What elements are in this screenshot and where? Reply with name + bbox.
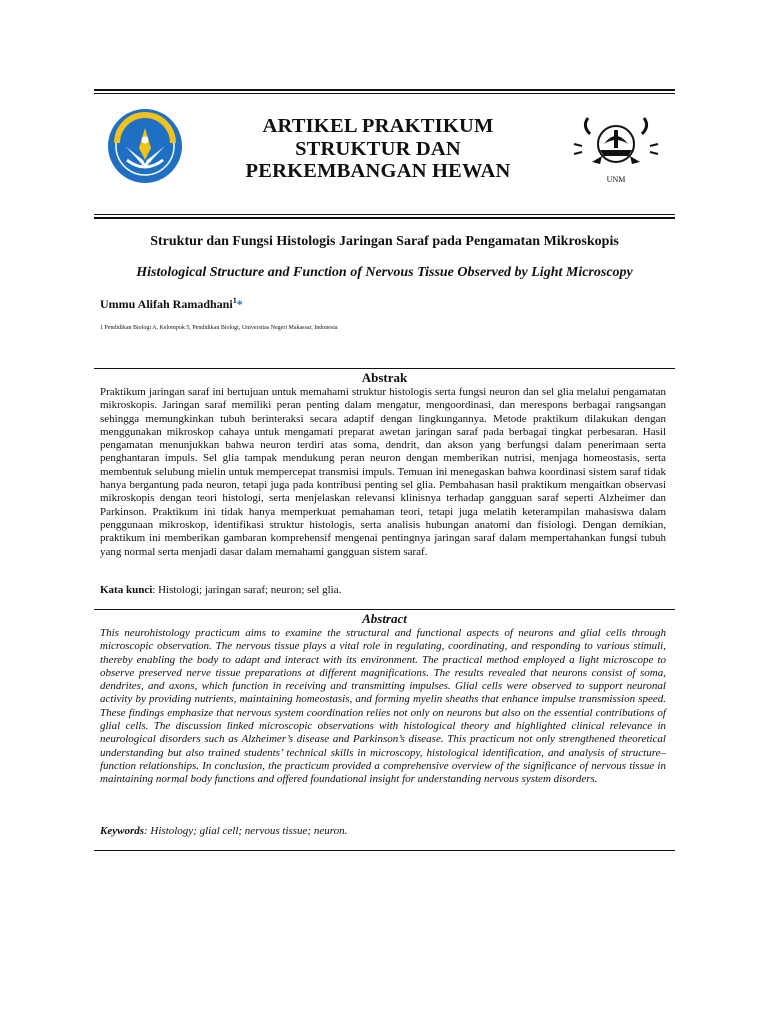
author-affiliation-number: 1 [232, 296, 237, 305]
unm-logo [570, 100, 662, 188]
keywords-label: Keywords [100, 825, 144, 837]
keywords-line [100, 825, 347, 837]
paper-title-english: Histological Structure and Function of Nervous Tissue Observed by Light Microscopy [136, 265, 633, 280]
kata-kunci-label: Kata kunci [100, 584, 153, 596]
abstrak-heading: Abstrak [361, 370, 408, 385]
keywords-value: : Histology; glial cell; nervous tissue; neuron. [144, 825, 348, 837]
author-name: Ummu Alifah Ramadhani [100, 297, 233, 311]
abstract-heading: Abstract [362, 611, 407, 626]
abstract-body: This neurohistology practicum aims to examine the structural and functional aspects of neurons and glial cells through microscopic observation. The nervous tissue plays a vital role in regulating, coordinating, and responding to various stimuli, thereby enabling the body to adapt and interact with its environment. The practical method employed a light microscope to observe preserved nerve tissue preparations at different magnifications. The results revealed that neurons consist of soma, dendrites, and axons, which function in receiving and transmitting impulses. Glial cells were observed to support neuronal activity by providing nutrients, maintaining homeostasis, and forming myelin sheaths that enhance impulse transmission speed. These findings emphasize that nervous system coordination relies not only on neurons but also on the essential contributions of glial cells. The discussion linked microscopic observations with histological theory and highlighted clinical relevance in neurological disorders such as Alzheimer’s disease and Parkinson’s disease. This practicum not only strengthened theoretical understanding but also trained students’ technical skills in microscopy, histological identification, and analysis of structure–function relationships. In conclusion, the practicum provided a comprehensive overview of the significance of nervous tissue in maintaining normal body functions and offered foundational insight for understanding nervous system disorders. [100, 627, 666, 786]
abstrak-body: Praktikum jaringan saraf ini bertujuan untuk memahami struktur histologis serta fungsi neuron dan sel glia melalui pengamatan mikroskopis. Jaringan saraf memiliki peran penting dalam mengatur, mengoordinasi, dan merespons berbagai rangsangan sehingga memungkinkan tubuh berinteraksi secara adaptif dengan lingkungannya. Metode praktikum dilakukan dengan menggunakan mikroskop cahaya untuk mengamati preparat awetan jaringan saraf pada berbagai tingkat perbesaran. Hasil pengamatan menunjukkan bahwa neuron terdiri atas soma, dendrit, dan akson yang berfungsi dalam penerimaan serta penghantaran impuls. Sel glia tampak mendukung peran neuron dengan memberikan nutrisi, menjaga homeostasis, serta membentuk selubung mielin untuk mempercepat transmisi impuls. Temuan ini menegaskan bahwa koordinasi sistem saraf tidak hanya bergantung pada neuron, tetapi juga pada kontribusi penting sel glia. Pembahasan hasil praktikum mengaitkan observasi mikroskopis dengan teori histologi, serta menjelaskan relevansi klinisnya terhadap gangguan saraf seperti Alzheimer dan Parkinson. Praktikum ini tidak hanya memperkuat pemahaman teori, tetapi juga melatih keterampilan mahasiswa dalam penggunaan mikroskop, identifikasi struktur histologis, serta analisis hubungan anatomi dan fisiologi. Dengan demikian, praktikum ini memberikan gambaran komprehensif mengenai pentingnya jaringan saraf dalam mempertahankan fungsi tubuh yang normal serta menjadi dasar dalam memahami gangguan sistem saraf. [100, 386, 666, 558]
author-affiliation: 1 Pendidikan Biologi A, Kelompok 5, Pendidikan Biologi, Universitas Negeri Makassar, Indonesia [100, 325, 338, 331]
corresponding-author-mark: * [236, 297, 243, 311]
author-line [100, 296, 243, 312]
kata-kunci-line [100, 584, 341, 596]
kata-kunci-value: : Histologi; jaringan saraf; neuron; sel glia. [152, 584, 342, 596]
header-top-rule-thick [94, 89, 675, 91]
header-title-line-2: STRUKTUR DAN [295, 137, 461, 160]
paper-title-indonesian: Struktur dan Fungsi Histologis Jaringan Saraf pada Pengamatan Mikroskopis [150, 234, 619, 249]
journal-header-title [200, 115, 556, 183]
unm-logo-abbrev: UNM [606, 175, 626, 184]
header-title-line-1: ARTIKEL PRAKTIKUM [262, 115, 494, 137]
header-title-line-3: PERKEMBANGAN HEWAN [245, 160, 511, 182]
header-top-rule-thin [94, 93, 675, 94]
header-bottom-rule-thick [94, 217, 675, 219]
abstract-top-rule [94, 609, 675, 610]
abstrak-top-rule [94, 368, 675, 369]
abstract-bottom-rule [94, 850, 675, 851]
header-bottom-rule-thin [94, 214, 675, 215]
tut-wuri-handayani-logo [103, 108, 187, 184]
